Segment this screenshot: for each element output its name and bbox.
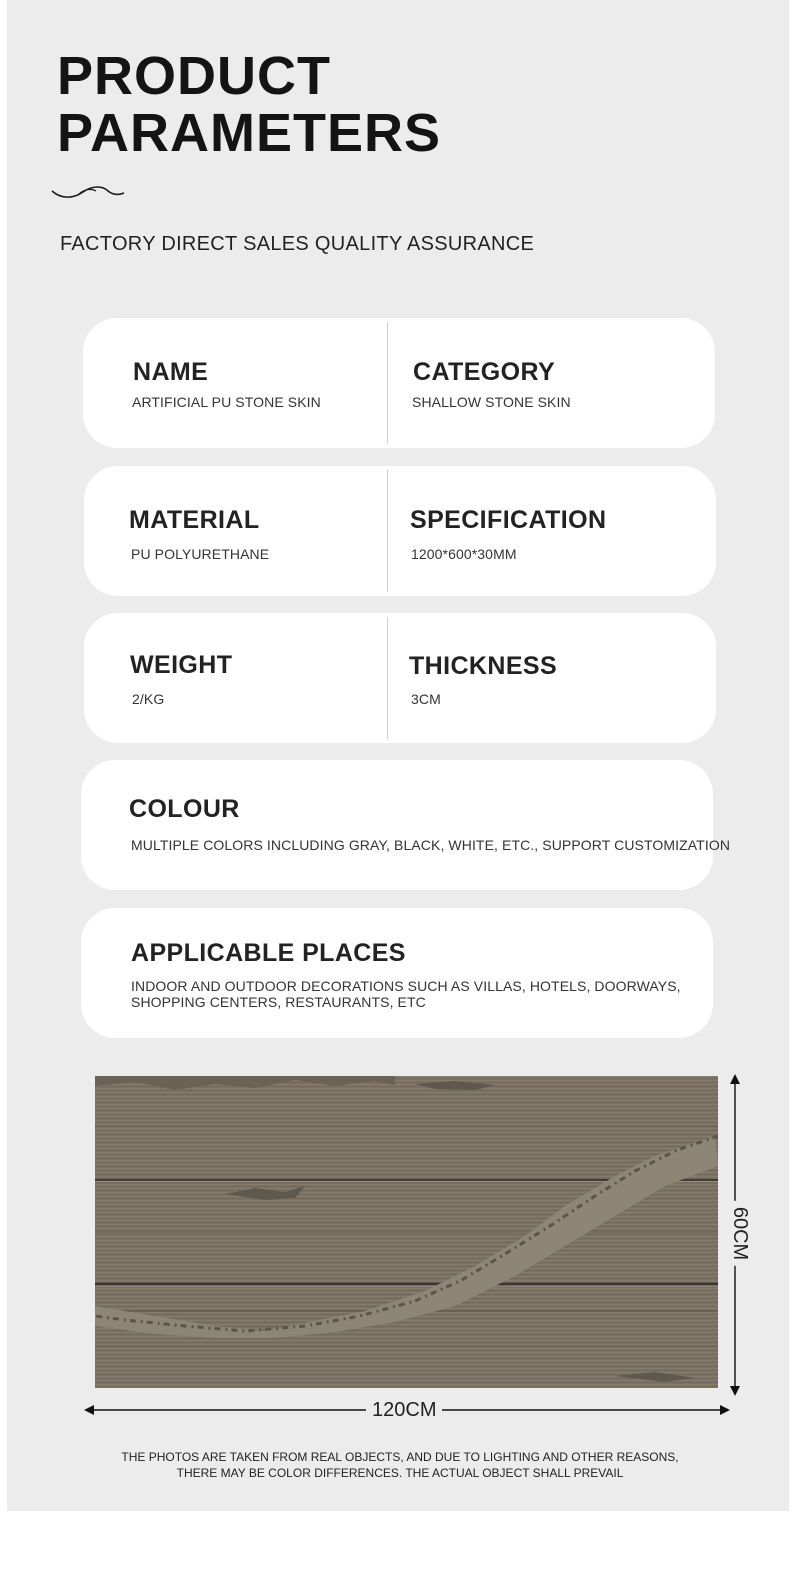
wave-divider-icon [51,183,125,201]
title-line-1: PRODUCT [57,46,331,106]
card-divider [387,322,388,444]
card-weight-thickness [84,613,716,743]
photo-disclaimer [100,1449,700,1481]
colour-value: MULTIPLE COLORS INCLUDING GRAY, BLACK, WHITE, ETC., SUPPORT CUSTOMIZATION [131,837,731,853]
material-value: PU POLYURETHANE [131,546,270,562]
weight-label: WEIGHT [130,651,233,679]
specification-value: 1200*600*30MM [411,546,517,562]
disclaimer-line-1: THE PHOTOS ARE TAKEN FROM REAL OBJECTS, AND DUE TO LIGHTING AND OTHER REASONS, [121,1450,679,1464]
card-divider [387,470,388,592]
specification-label: SPECIFICATION [410,506,607,534]
category-label: CATEGORY [413,358,556,386]
colour-label: COLOUR [129,795,240,823]
name-label: NAME [133,358,209,386]
disclaimer-line-2: THERE MAY BE COLOR DIFFERENCES. THE ACTUAL OBJECT SHALL PREVAIL [176,1466,624,1480]
title-line-2: PARAMETERS [57,103,442,163]
category-value: SHALLOW STONE SKIN [412,394,571,410]
subtitle: FACTORY DIRECT SALES QUALITY ASSURANCE [60,233,535,255]
material-label: MATERIAL [129,506,260,534]
card-divider [387,617,388,739]
page-title [57,48,441,162]
thickness-label: THICKNESS [409,652,558,680]
card-name-category [83,318,715,448]
stone-panel-photo [95,1076,718,1388]
thickness-value: 3CM [411,691,441,707]
stone-texture-image [95,1076,718,1388]
card-colour [81,760,731,890]
card-material-specification [84,466,716,596]
name-value: ARTIFICIAL PU STONE SKIN [132,394,321,410]
places-label: APPLICABLE PLACES [131,939,406,967]
card-applicable-places [81,908,713,1038]
weight-value: 2/KG [132,691,165,707]
height-dimension-label: 60CM [728,1201,751,1266]
width-dimension-label: 120CM [366,1399,442,1422]
places-value: INDOOR AND OUTDOOR DECORATIONS SUCH AS VILLAS, HOTELS, DOORWAYS, SHOPPING CENTERS, RESTAURANTS, ETC [131,978,681,1010]
